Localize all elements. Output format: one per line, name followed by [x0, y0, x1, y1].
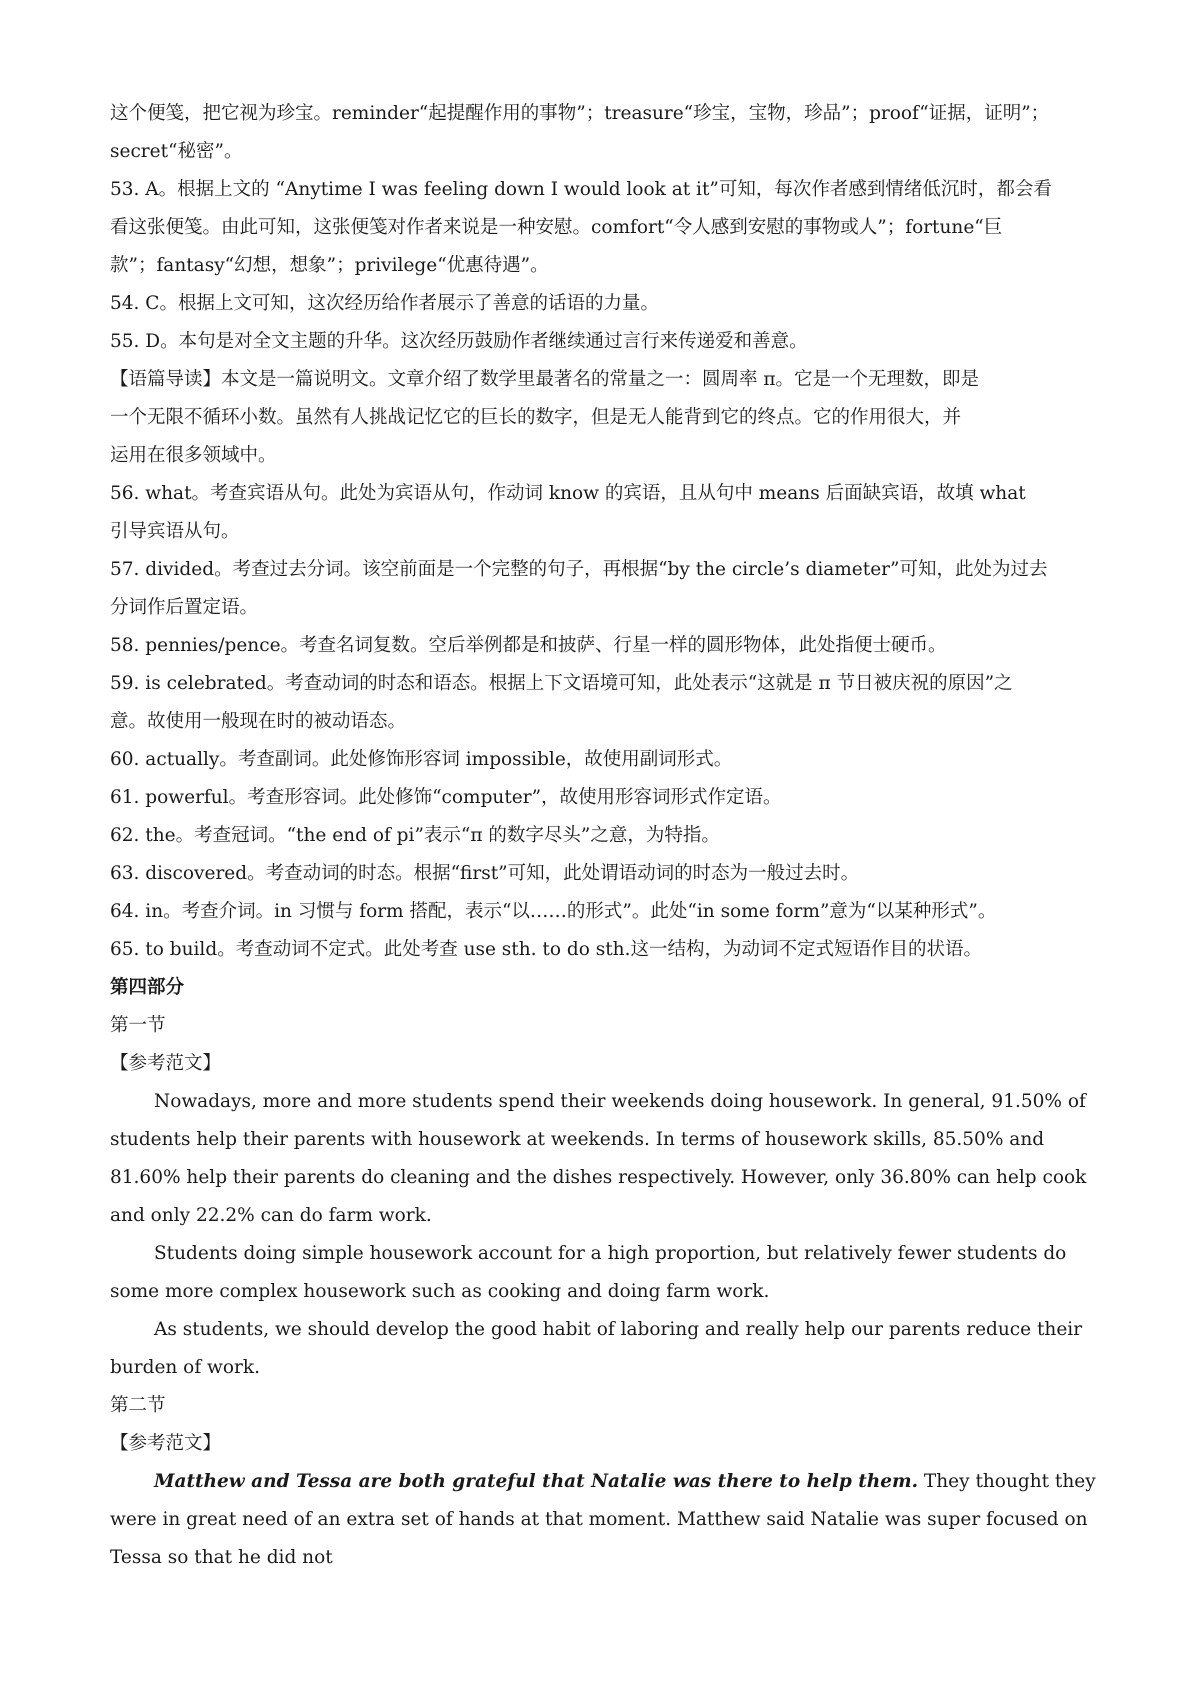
section2-paragraph: [110, 1463, 1100, 1577]
answer-56-line: 56. what。考查宾语从句。此处为宾语从句，作动词 know 的宾语，且从句中 means 后面缺宾语，故填 what: [110, 483, 1026, 504]
answer-63-line: 63. discovered。考查动词的时态。根据“first”可知，此处谓语动词的时态为一般过去时。: [110, 863, 860, 884]
part4-heading: 第四部分: [110, 977, 185, 998]
passage-guide-line: 【语篇导读】本文是一篇说明文。文章介绍了数学里最著名的常量之一：圆周率 π。它是一个无理数，即是: [110, 369, 980, 390]
answer-57-line: 57. divided。考查过去分词。该空前面是一个完整的句子，再根据“by the circle’s diameter”可知，此处为过去: [110, 559, 1048, 580]
answer-62-line: 62. the。考查冠词。“the end of pi”表示“π 的数字尽头”之意，为特指。: [110, 825, 720, 846]
answer-55-line: 55. D。本句是对全文主题的升华。这次经历鼓励作者继续通过言行来传递爱和善意。: [110, 331, 808, 352]
text-line: 款”；fantasy“幻想，想象”；privilege“优惠待遇”。: [110, 255, 549, 276]
answer-65-line: 65. to build。考查动词不定式。此处考查 use sth. to do sth.这一结构，为动词不定式短语作目的状语。: [110, 939, 982, 960]
text-line: 分词作后置定语。: [110, 597, 259, 618]
answer-60-line: 60. actually。考查副词。此处修饰形容词 impossible，故使用副词形式。: [110, 749, 733, 770]
answer-64-line: 64. in。考查介词。in 习惯与 form 搭配，表示“以……的形式”。此处“in some form”意为“以某种形式”。: [110, 901, 997, 922]
document-body: [110, 95, 1100, 1577]
text-line: 运用在很多领域中。: [110, 445, 277, 466]
text-line: 一个无限不循环小数。虽然有人挑战记忆它的巨长的数字，但是无人能背到它的终点。它的作用很大，并: [110, 407, 962, 428]
text-line: secret“秘密”。: [110, 141, 243, 162]
section1-paragraph: As students, we should develop the good habit of laboring and really help our parents reduce their burden of work.: [110, 1319, 1083, 1378]
text-line: 引导宾语从句。: [110, 521, 240, 542]
section2-sample-label: 【参考范文】: [110, 1433, 222, 1454]
answer-59-line: 59. is celebrated。考查动词的时态和语态。根据上下文语境可知，此处表示“这就是 π 节日被庆祝的原因”之: [110, 673, 1013, 694]
section1-title: 第一节: [110, 1015, 166, 1036]
section1-sample-label: 【参考范文】: [110, 1053, 222, 1074]
text-line: 看这张便笺。由此可知，这张便笺对作者来说是一种安慰。comfort“令人感到安慰的事物或人”；fortune“巨: [110, 217, 1003, 238]
section1-paragraph: Nowadays, more and more students spend their weekends doing housework. In general, 91.50% of students help their parents with housework at weekends. In terms of housework skills, 85.50% and 81.60% help their parents do cleaning and the dishes respectively. However, only 36.80% can help cook and only 22.2% can do farm work.: [110, 1091, 1087, 1226]
answer-53-line: 53. A。根据上文的 “Anytime I was feeling down I would look at it”可知，每次作者感到情绪低沉时，都会看: [110, 179, 1052, 200]
section2-title: 第二节: [110, 1395, 166, 1416]
text-line: 这个便笺，把它视为珍宝。reminder“起提醒作用的事物”；treasure“珍宝，宝物，珍品”；proof“证据，证明”；: [110, 103, 1050, 124]
answer-61-line: 61. powerful。考查形容词。此处修饰“computer”，故使用形容词形式作定语。: [110, 787, 782, 808]
section2-paragraph-rest: They thought they were in great need of an extra set of hands at that moment. Matthew said Natalie was super focused on Tessa so that he did not: [110, 1471, 1096, 1568]
answer-54-line: 54. C。根据上文可知，这次经历给作者展示了善意的话语的力量。: [110, 293, 659, 314]
section1-paragraph: Students doing simple housework account for a high proportion, but relatively fewer students do some more complex housework such as cooking and doing farm work.: [110, 1243, 1067, 1302]
answer-58-line: 58. pennies/pence。考查名词复数。空后举例都是和披萨、行星一样的圆形物体，此处指便士硬币。: [110, 635, 947, 656]
text-line: 意。故使用一般现在时的被动语态。: [110, 711, 407, 732]
section2-opening-sentence: Matthew and Tessa are both grateful that Natalie was there to help them.: [154, 1471, 919, 1492]
